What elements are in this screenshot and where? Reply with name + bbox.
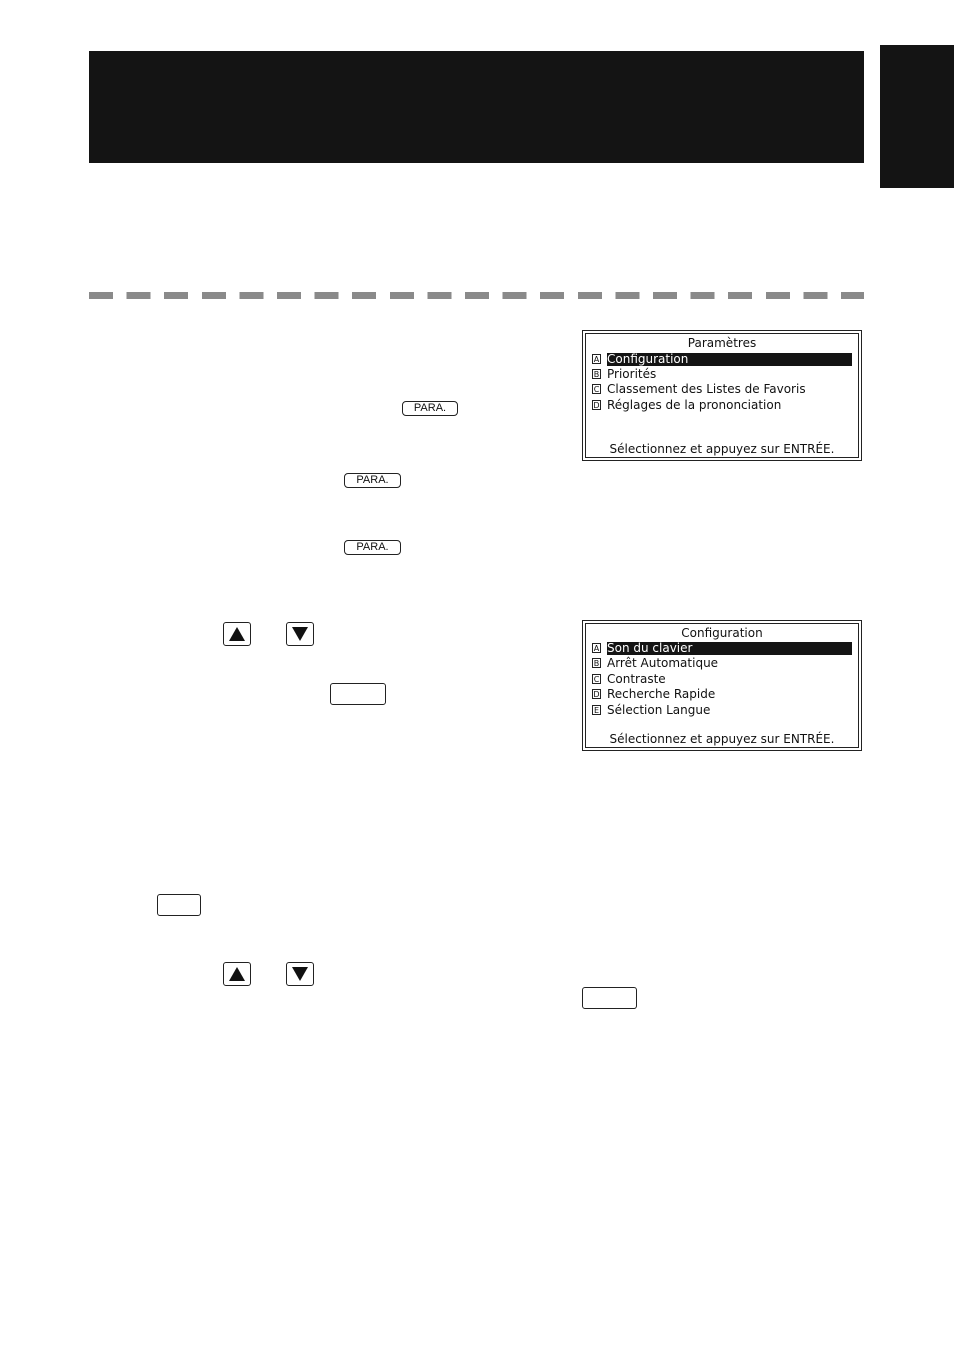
lcd-item-label: Recherche Rapide [607,687,716,701]
lcd-menu-item [592,368,852,381]
lcd-item-letter: E [593,706,600,715]
up-arrow-icon [223,622,251,646]
lcd-item-label: Classement des Listes de Favoris [607,382,806,396]
enter-key-icon [330,683,386,705]
lcd-item-letter: A [593,644,600,653]
key-icon [157,894,201,916]
lcd-menu-item [592,383,852,396]
lcd-item-letter: D [593,690,600,699]
para-key-icon: PARA. [344,473,401,488]
chapter-header-bar [89,51,864,163]
lcd-footer: Sélectionnez et appuyez sur ENTRÉE. [609,732,835,746]
lcd-item-letter: B [593,370,600,379]
lcd-item-label: Réglages de la prononciation [607,398,782,412]
down-arrow-icon [286,622,314,646]
lcd-item-letter: B [593,659,600,668]
language-side-tab [880,45,954,188]
lcd-item-label: Son du clavier [607,642,852,655]
up-arrow-icon [223,962,251,986]
lcd-item-letter: D [593,401,600,410]
key-icon [582,987,637,1009]
lcd-title: Configuration [681,626,763,640]
lcd-item-label: Configuration [607,353,852,366]
down-arrow-icon [286,962,314,986]
para-key-icon: PARA. [402,401,458,416]
lcd-item-letter: A [593,355,600,364]
lcd-menu-item [592,673,852,686]
lcd-menu-item [592,353,852,366]
lcd-item-label: Contraste [607,672,666,686]
lcd-menu-item [592,657,852,670]
lcd-item-label: Arrêt Automatique [607,656,719,670]
lcd-screen-configuration [582,620,862,751]
para-key-icon: PARA. [344,540,401,555]
lcd-footer: Sélectionnez et appuyez sur ENTRÉE. [609,442,835,456]
lcd-menu-item [592,704,852,717]
lcd-item-label: Sélection Langue [607,703,711,717]
lcd-item-letter: C [593,385,600,394]
section-divider [89,292,864,299]
lcd-menu-item [592,688,852,701]
lcd-menu-item [592,399,852,412]
lcd-item-label: Priorités [607,367,657,381]
lcd-title: Paramètres [687,336,757,350]
lcd-item-letter: C [593,675,600,684]
lcd-screen-parametres [582,330,862,461]
lcd-menu-item [592,642,852,655]
